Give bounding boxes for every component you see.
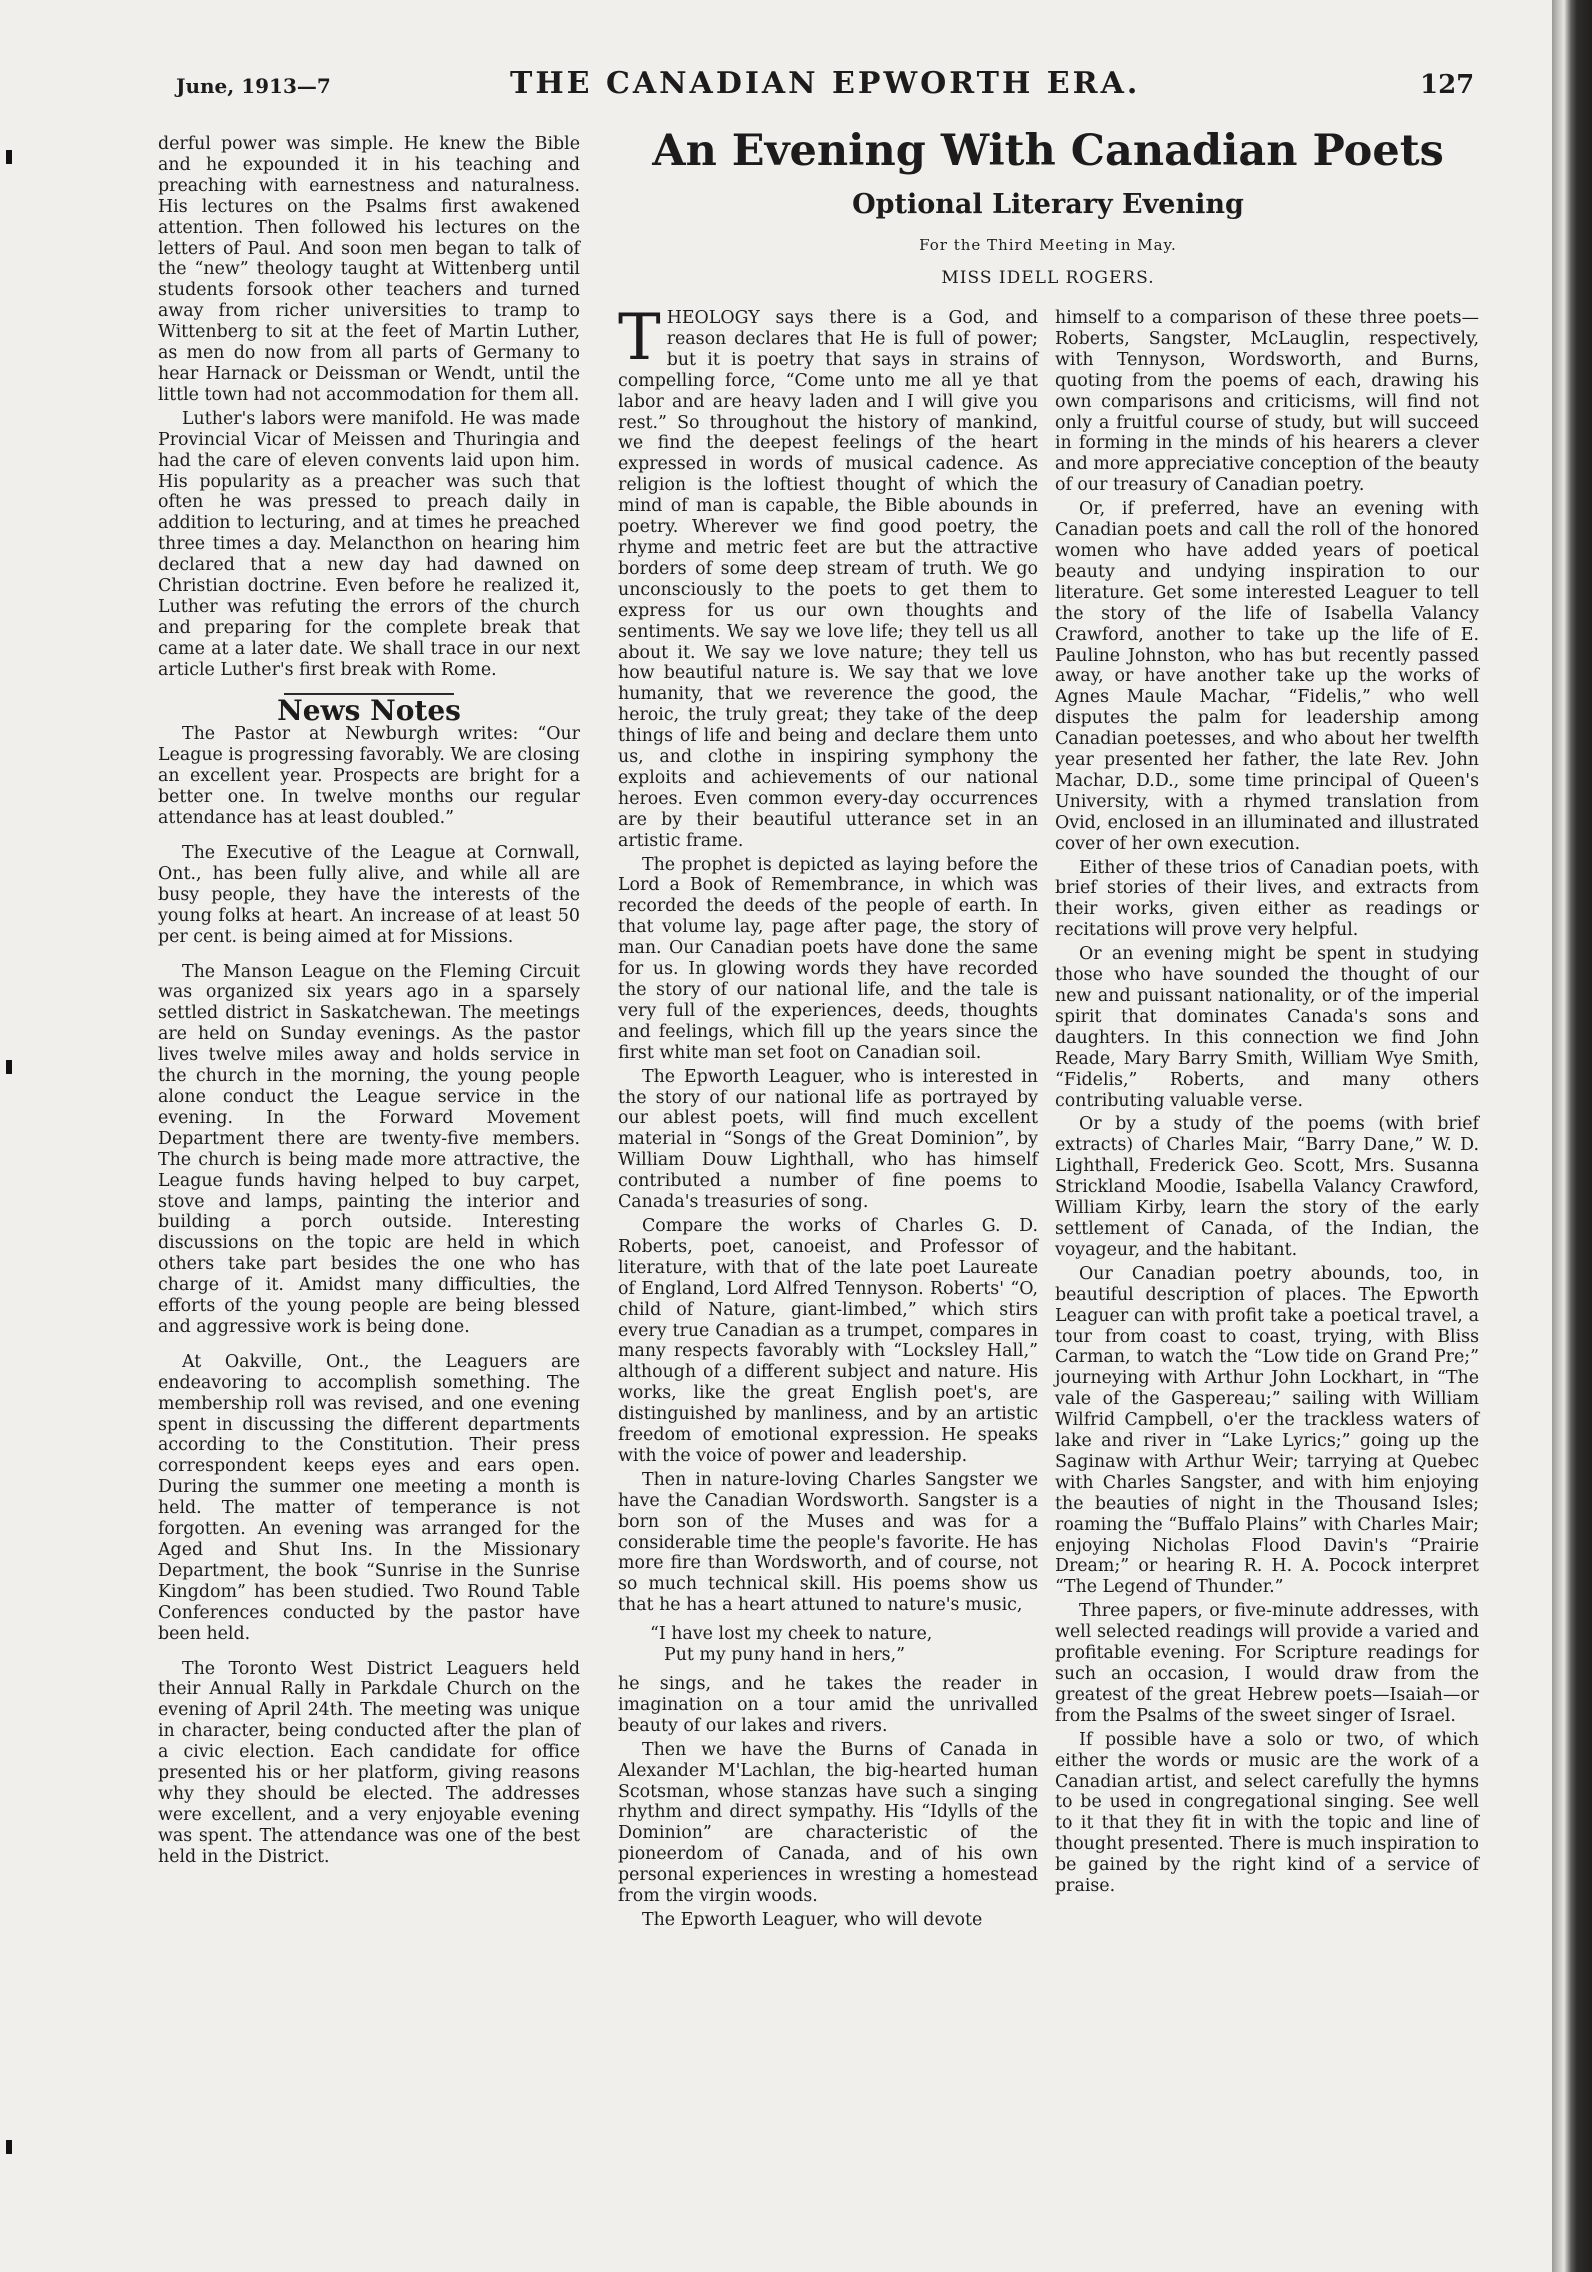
- publication-title: THE CANADIAN EPWORTH ERA.: [510, 66, 1141, 101]
- article-subtitle: Optional Literary Evening: [852, 189, 1244, 220]
- issue-date: June, 1913—7: [176, 74, 331, 98]
- news-item: The Manson League on the Fleming Circuit was organized six years ago in a sparsely settled district in Saskatchewan. The meetings are held on Sunday evenings. As the pastor lives twelve miles away and holds service in the church in the morning, the young people alone conduct the League service in the evening. In the Forward Movement Department there are twenty-five members. The church is being made more attractive, the League funds having helped to buy carpet, stove and lamps, painting the interior and building a porch outside. Interesting discussions on the topic are held in which others take part besides the one who has charge of it. Amidst many difficulties, the efforts of the young people are being blessed and aggressive work is being done.: [158, 961, 580, 1337]
- margin-mark: [6, 2140, 12, 2154]
- article-paragraph: he sings, and he takes the reader in imagination on a tour amid the unrivalled beauty of our lakes and rivers.: [618, 1674, 1038, 1736]
- article-paragraph: Three papers, or five-minute addresses, with well selected readings will provide a varied and profitable evening. For Scripture readings for such an occasion, I would draw from the greatest of the great Hebrew poets—Isaiah—or from the Psalms of the sweet singer of Israel.: [1055, 1601, 1479, 1726]
- margin-mark: [6, 1060, 12, 1074]
- article-paragraph: The Epworth Leaguer, who will devote: [642, 1909, 983, 1930]
- news-item: The Executive of the League at Cornwall, Ont., has been fully alive, and while all are busy people, they have the interests of the young folks at heart. An increase of at least 50 per cent. is being aimed at for Missions.: [158, 843, 580, 947]
- news-item: The Pastor at Newburgh writes: “Our League is progressing favorably. We are closing an excellent year. Prospects are bright for a better one. In twelve months our regular attendance has at least doubled.”: [158, 724, 580, 829]
- article-paragraph: Then in nature-loving Charles Sangster we have the Canadian Wordsworth. Sangster is a born son of the Muses and was for a considerable time the people's favorite. He has more fire than Wordsworth, and of course, not so much technical skill. His poems show us that he has a heart attuned to nature's music,: [618, 1469, 1038, 1616]
- article-paragraph: Either of these trios of Canadian poets, with brief stories of their lives, and extracts from their works, given either as readings or recitations will prove very helpful.: [1055, 857, 1479, 941]
- article-paragraph: The Epworth Leaguer, who is interested in the story of our national life as portrayed by our ablest poets, will find much excellent material in “Songs of the Great Dominion”, by William Douw Lighthall, who has himself contributed a number of fine poems to Canada's treasuries of song.: [618, 1066, 1038, 1213]
- news-notes-heading: News Notes: [277, 693, 461, 727]
- opening-text: HEOLOGY says there is a God, and reason declares that He is full of power; but it is poetry that says in strains of compelling force, “Come unto me all ye that labor and are heavy laden and I will give you rest.” So throughout the history of mankind, we find the deepest feelings of the heart expressed in words of musical cadence. As religion is the loftiest thought of which the mind of man is capable, the Bible abounds in poetry. Wherever we find good poetry, the rhyme and metric feet are but the attractive borders of some deep stream of truth. We go unconsciously to the poets to get them to express for us our own thoughts and sentiments. We say we love life; they tell us all about it. We say we love nature; they tell us how beautiful nature is. We say that we love humanity, that we reverence the good, the heroic, the truly great; they take of the deep things of life and being and declare them unto us, and clothe in inspiring symphony the exploits and achievements of our national heroes. Even common every-day occurrences are by their beautiful utterance set in an artistic frame.: [618, 308, 1038, 851]
- article-paragraph: himself to a comparison of these three poets—Roberts, Sangster, McLauglin, respectively, with Tennyson, Wordsworth, and Burns, quoting from the poems of each, drawing his own comparisons and criticisms, will find not only a fruitful course of study, but will succeed in forming in the minds of his hearers a clever and more appreciative conception of the beauty of our treasury of Canadian poetry.: [1055, 308, 1479, 496]
- middle-column: [618, 301, 1038, 1931]
- right-column: [1055, 308, 1479, 1897]
- article-paragraph: Or an evening might be spent in studying those who have sounded the thought of our new and puissant nationality, or of the imperial spirit that dominates Canada's sons and daughters. In this connection we find John Reade, Mary Barry Smith, William Wye Smith, “Fidelis,” Roberts, and many others contributing valuable verse.: [1055, 944, 1479, 1111]
- poem-quote: [618, 1624, 1038, 1666]
- running-header: [0, 66, 1552, 106]
- drop-cap: T: [618, 301, 661, 375]
- left-column: [158, 134, 580, 1868]
- article-paragraph: Or, if preferred, have an evening with Canadian poets and call the roll of the honored women who have added years of poetical beauty and undying inspiration to our literature. Get some interested Leaguer to tell the story of the life of Isabella Valancy Crawford, another to take up the life of E. Pauline Johnston, who has but recently passed away, or have another take up the works of Agnes Maule Machar, “Fidelis,” who well disputes the palm for leadership among Canadian poetesses, and who about her twelfth year presented her father, the late Rev. John Machar, D.D., some time principal of Queen's University, with a rhymed translation from Ovid, enclosed in an illuminated and illustrated cover of her own execution.: [1055, 499, 1479, 854]
- article-author: MISS IDELL ROGERS.: [941, 268, 1155, 288]
- article-title: An Evening With Canadian Poets: [652, 126, 1444, 176]
- article-header: [618, 124, 1478, 288]
- article-paragraph: Our Canadian poetry abounds, too, in beautiful description of places. The Epworth Leaguer can with profit take a poetical travel, a tour from coast to coast, trying, with Bliss Carman, to watch the “Low tide on Grand Pre;” journeying with Arthur John Lockhart, in “The vale of the Gaspereau;” sailing with William Wilfrid Campbell, o'er the trackless waters of lake and river in “Lake Lyrics;” going up the Saginaw with Arthur Weir; tarrying at Quebec with Charles Sangster, and with him enjoying the beauties of night in the Thousand Isles; roaming the “Buffalo Plains” with Charles Mair; enjoying Nicholas Flood Davin's “Prairie Dream;” or hearing R. H. A. Pocock interpret “The Legend of Thunder.”: [1055, 1263, 1479, 1598]
- margin-mark: [6, 150, 12, 164]
- article-paragraph: The prophet is depicted as laying before the Lord a Book of Remembrance, in which was recorded the deeds of the people of earth. In that volume lay, page after page, the story of man. Our Canadian poets have done the same for us. In glowing words they have recorded the story of our national life, and the tale is very full of the experiences, deeds, thoughts and feelings, which fill up the years since the first white man set foot on Canadian soil.: [618, 854, 1038, 1063]
- article-paragraph: Or by a study of the poems (with brief extracts) of Charles Mair, “Barry Dane,” W. D. Lighthall, Frederick Geo. Scott, Mrs. Susanna Strickland Moodie, Isabella Valancy Crawford, William Kirby, learn the story of the early settlement of Canada, of the Indian, the voyageur, and the habitant.: [1055, 1114, 1479, 1260]
- luther-continuation: derful power was simple. He knew the Bible and he expounded it in his teaching and preaching with earnestness and naturalness. His lectures on the Psalms first awakened attention. Then followed his lectures on the letters of Paul. And soon men began to talk of the “new” theology taught at Wittenberg until students forsook other teachers and turned away from richer universities to tramp to Wittenberg to sit at the feet of Martin Luther, as men do now from all parts of Germany to hear Harnack or Deissman or Wendt, until the little town had not accommodation for them all.: [158, 134, 580, 405]
- article-paragraph: If possible have a solo or two, of which either the words or music are the work of a Canadian artist, and select carefully the hymns to be used in congregational singing. See well to it that they fit in with the topic and line of thought presented. There is much inspiration to be gained by the right kind of a service of praise.: [1055, 1729, 1479, 1897]
- article-paragraph: Then we have the Burns of Canada in Alexander M'Lachlan, the big-hearted human Scotsman, whose stanzas have such a singing rhythm and direct sympathy. His “Idylls of the Dominion” are characteristic of the pioneerdom of Canada, and of his own personal experiences in wresting a homestead from the virgin woods.: [618, 1739, 1038, 1907]
- book-binding-edge: [1552, 0, 1592, 2272]
- opening-paragraph: [618, 301, 1038, 852]
- news-item: The Toronto West District Leaguers held their Annual Rally in Parkdale Church on the evening of April 24th. The meeting was unique in character, being conducted after the plan of a civic election. Each candidate for office presented his or her platform, giving reasons why they should be elected. The addresses were excellent, and a very enjoyable evening was spent. The attendance was one of the best held in the District.: [158, 1658, 580, 1867]
- luther-labors-paragraph: Luther's labors were manifold. He was made Provincial Vicar of Meissen and Thuringia and had the care of eleven convents laid upon him. His popularity as a preacher was such that often he was pressed to preach daily in addition to lecturing, and at times he preached three times a day. Melancthon on hearing him declared that a new day had dawned on Christian doctrine. Even before he realized it, Luther was refuting the errors of the church and preparing for the complete break that came at a later date. We shall trace in our next article Luther's first break with Rome.: [158, 408, 580, 680]
- news-item: At Oakville, Ont., the Leaguers are endeavoring to accomplish something. The membership roll was revised, and one evening spent in discussing the different departments according to the Constitution. Their press correspondent keeps eyes and ears open. During the summer one meeting a month is held. The matter of temperance is not forgotten. An evening was arranged for the Aged and Shut Ins. In the Missionary Department, the book “Sunrise in the Sunrise Kingdom” has been studied. Two Round Table Conferences conducted by the pastor have been held.: [158, 1351, 580, 1644]
- quote-line: Put my puny hand in hers,”: [664, 1645, 906, 1666]
- quote-line: “I have lost my cheek to nature,: [650, 1624, 933, 1645]
- page-number: 127: [1420, 70, 1475, 100]
- article-paragraph: Compare the works of Charles G. D. Roberts, poet, canoeist, and Professor of literature, with that of the late poet Laureate of England, Lord Alfred Tennyson. Roberts' “O, child of Nature, giant-limbed,” which stirs every true Canadian as a trumpet, compares in many respects favorably with “Locksley Hall,” although of a different subject and nature. His works, like the great English poet's, are distinguished by manliness, and by an artistic freedom of emotional expression. He speaks with the voice of power and leadership.: [618, 1215, 1038, 1466]
- meeting-note: For the Third Meeting in May.: [919, 236, 1177, 254]
